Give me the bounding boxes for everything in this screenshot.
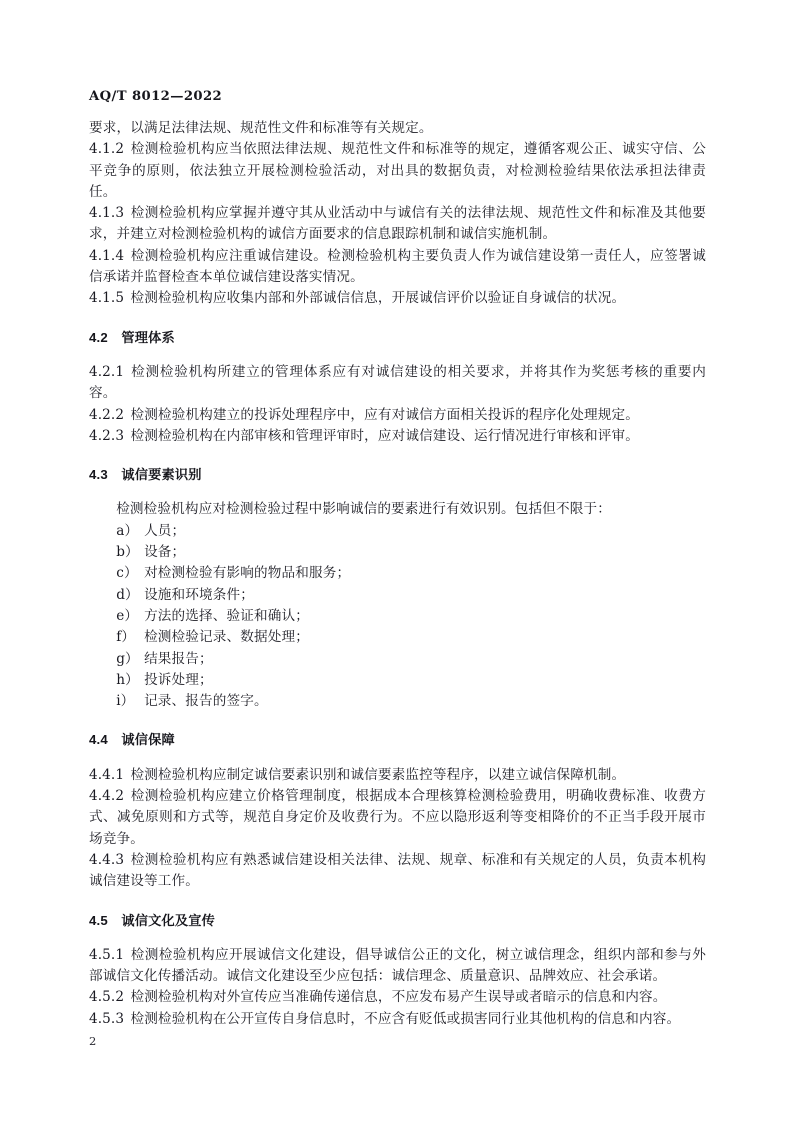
list-item-text: 方法的选择、验证和确认； <box>144 607 309 624</box>
clause-4-1-3 <box>89 203 706 246</box>
spacer <box>89 447 706 464</box>
clause-number: 4.1.3 <box>89 205 125 222</box>
section-number: 4.2 <box>89 329 108 345</box>
clause-4-1-4 <box>89 246 706 289</box>
page-number: 2 <box>89 1034 97 1048</box>
section-number: 4.5 <box>89 912 108 928</box>
spacer <box>89 751 706 765</box>
section-4-3-lead-in: 检测检验机构应对检测检验过程中影响诚信的要素进行有效识别。包括但不限于： <box>116 501 611 518</box>
list-marker: h） <box>116 671 139 688</box>
clause-text: 检测检验机构应有熟悉诚信建设相关法律、法规、规章、标准和有关规定的人员，负责本机构诚信建设等工作。 <box>89 851 706 890</box>
list-item-text: 人员； <box>144 522 186 539</box>
spacer <box>89 310 706 327</box>
section-title: 管理体系 <box>121 329 175 345</box>
section-title: 诚信文化及宣传 <box>121 912 216 928</box>
section-heading-4-5 <box>89 910 706 931</box>
section-heading-4-3 <box>89 464 706 485</box>
clause-text: 检测检验机构应制定诚信要素识别和诚信要素监控等程序，以建立诚信保障机制。 <box>130 766 626 783</box>
list-marker: f） <box>116 629 136 646</box>
list-item-text: 结果报告； <box>144 650 213 667</box>
spacer <box>89 485 706 499</box>
spacer <box>89 931 706 945</box>
section-number: 4.4 <box>89 732 108 748</box>
clause-text: 检测检验机构在内部审核和管理评审时，应对诚信建设、运行情况进行审核和评审。 <box>130 427 639 444</box>
clause-number: 4.5.2 <box>89 989 125 1006</box>
list-item-text: 投诉处理； <box>144 671 213 688</box>
clause-text: 检测检验机构应开展诚信文化建设，倡导诚信公正的文化，树立诚信理念，组织内部和参与外部诚信文化传播活动。诚信文化建设至少应包括：诚信理念、质量意识、品牌效应、社会承诺。 <box>89 946 706 985</box>
list-item <box>89 563 706 584</box>
list-item-text: 记录、报告的签字。 <box>144 693 268 710</box>
clause-text: 检测检验机构应当依照法律法规、规范性文件和标准等的规定，遵循客观公正、诚实守信、公平竞争的原则，依法独立开展检测检验活动，对出具的数据负责，对检测检验结果依法承担法律责任。 <box>89 141 706 200</box>
clause-text: 检测检验机构在公开宣传自身信息时，不应含有贬低或损害同行业其他机构的信息和内容。 <box>130 1010 681 1027</box>
list-item <box>89 585 706 606</box>
clause-4-4-2 <box>89 786 706 850</box>
clause-4-4-1 <box>89 765 706 786</box>
clause-number: 4.4.2 <box>89 788 125 805</box>
list-item <box>89 542 706 563</box>
clause-number: 4.5.1 <box>89 946 125 963</box>
clause-number: 4.2.3 <box>89 427 125 444</box>
clause-number: 4.2.2 <box>89 406 125 423</box>
clause-4-1-5 <box>89 288 706 309</box>
clause-text: 检测检验机构应收集内部和外部诚信信息，开展诚信评价以验证自身诚信的状况。 <box>130 290 626 307</box>
clause-4-5-3 <box>89 1009 706 1030</box>
clause-text: 检测检验机构建立的投诉处理程序中，应有对诚信方面相关投诉的程序化处理规定。 <box>130 406 639 423</box>
clause-4-4-3 <box>89 850 706 893</box>
clause-number: 4.1.5 <box>89 290 125 307</box>
list-marker: d） <box>116 586 139 603</box>
clause-text: 检测检验机构对外宣传应当准确传递信息，不应发布易产生误导或者暗示的信息和内容。 <box>130 989 667 1006</box>
list-item <box>89 627 706 648</box>
clause-number: 4.4.1 <box>89 766 125 783</box>
section-number: 4.3 <box>89 467 108 483</box>
clause-number: 4.1.2 <box>89 141 125 158</box>
clause-4-2-1 <box>89 362 706 405</box>
list-marker: c） <box>116 565 138 582</box>
clause-4-5-2 <box>89 987 706 1008</box>
clause-number: 4.5.3 <box>89 1010 125 1027</box>
list-item-text: 检测检验记录、数据处理； <box>144 629 309 646</box>
clause-text: 检测检验机构应建立价格管理制度，根据成本合理核算检测检验费用，明确收费标准、收费方式、减免原则和方式等，规范自身定价及收费行为。不应以隐形返利等变相降价的不正当手段开展市场竞争。 <box>89 788 706 847</box>
list-marker: i） <box>116 693 135 710</box>
section-heading-4-2 <box>89 327 706 348</box>
list-item <box>89 606 706 627</box>
clause-4-1-2 <box>89 139 706 203</box>
continuation-paragraph: 要求，以满足法律法规、规范性文件和标准等有关规定。 <box>89 120 433 136</box>
spacer <box>89 348 706 362</box>
list-item <box>89 691 706 712</box>
section-heading-4-4 <box>89 729 706 750</box>
clause-number: 4.1.4 <box>89 247 125 264</box>
list-marker: e） <box>116 607 139 624</box>
list-item-text: 对检测检验有影响的物品和服务； <box>144 565 351 582</box>
clause-4-5-1 <box>89 945 706 988</box>
clause-text: 检测检验机构应掌握并遵守其从业活动中与诚信有关的法律法规、规范性文件和标准及其他要求，并建立对检测检验机构的诚信方面要求的信息跟踪机制和诚信实施机制。 <box>89 205 706 243</box>
clause-number: 4.2.1 <box>89 363 125 380</box>
credibility-elements-list <box>89 521 706 713</box>
running-header-standard-id: AQ/T 8012—2022 <box>89 89 223 104</box>
clause-text: 检测检验机构应注重诚信建设。检测检验机构主要负责人作为诚信建设第一责任人，应签署诚信承诺并监督检查本单位诚信建设落实情况。 <box>89 247 706 286</box>
clause-number: 4.4.3 <box>89 851 125 868</box>
clause-text: 检测检验机构所建立的管理体系应有对诚信建设的相关要求，并将其作为奖惩考核的重要内容。 <box>89 363 706 402</box>
section-title: 诚信保障 <box>121 732 175 748</box>
list-marker: b） <box>116 544 139 561</box>
list-item-text: 设施和环境条件； <box>144 586 255 603</box>
list-item <box>89 521 706 542</box>
list-item-text: 设备； <box>144 544 186 561</box>
list-marker: g） <box>116 650 139 667</box>
spacer <box>89 893 706 910</box>
spacer <box>89 712 706 729</box>
clause-4-2-3 <box>89 426 706 447</box>
clause-4-2-2 <box>89 405 706 426</box>
list-item <box>89 649 706 670</box>
section-title: 诚信要素识别 <box>121 467 202 483</box>
list-item <box>89 670 706 691</box>
page-content <box>89 118 706 1030</box>
list-marker: a） <box>116 522 139 539</box>
